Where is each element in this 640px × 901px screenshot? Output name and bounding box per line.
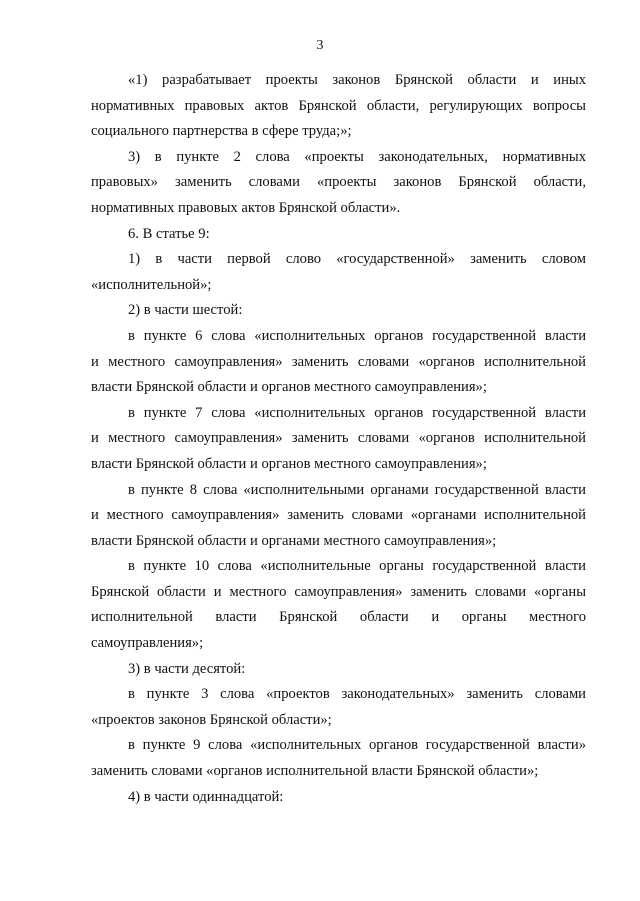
- paragraph-line: самоуправления»;: [91, 635, 204, 652]
- paragraph-line: нормативных правовых актов Брянской области, регулирующих вопросы: [91, 97, 586, 114]
- paragraph: [91, 554, 586, 656]
- paragraph-line: в пункте 7 слова «исполнительных органов государственной власти: [128, 404, 586, 421]
- paragraph-line: и местного самоуправления» заменить словами «органов исполнительной: [91, 353, 586, 370]
- paragraph: [91, 478, 586, 555]
- page-number: 3: [316, 38, 324, 53]
- paragraph-line: в пункте 8 слова «исполнительными органами государственной власти: [128, 481, 586, 498]
- paragraph-line: 1) в части первой слово «государственной» заменить словом: [128, 251, 586, 268]
- paragraph: [91, 324, 586, 401]
- paragraph-line: Брянской области и местного самоуправления» заменить словами «органы: [91, 583, 586, 600]
- paragraph: [91, 222, 586, 248]
- paragraph-line: и местного самоуправления» заменить словами «органов исполнительной: [91, 430, 586, 447]
- paragraph: [91, 68, 586, 145]
- paragraph: [91, 733, 586, 784]
- paragraph-line: 4) в части одиннадцатой:: [128, 788, 284, 805]
- paragraph-line: в пункте 9 слова «исполнительных органов государственной власти»: [128, 737, 586, 754]
- paragraph-line: правовых» заменить словами «проекты законов Брянской области,: [91, 174, 586, 191]
- paragraph: [91, 657, 586, 683]
- document-body: [91, 68, 586, 810]
- paragraph: [91, 298, 586, 324]
- paragraph: [91, 785, 586, 811]
- paragraph-line: «проектов законов Брянской области»;: [91, 711, 332, 728]
- paragraph: [91, 247, 586, 298]
- paragraph-line: «исполнительной»;: [91, 276, 212, 293]
- paragraph: [91, 401, 586, 478]
- paragraph-line: «1) разрабатывает проекты законов Брянской области и иных: [128, 72, 586, 88]
- paragraph-line: заменить словами «органов исполнительной власти Брянской области»;: [91, 763, 539, 780]
- paragraph-line: в пункте 6 слова «исполнительных органов государственной власти: [128, 327, 586, 344]
- paragraph: [91, 145, 586, 222]
- paragraph-line: 6. В статье 9:: [128, 225, 210, 242]
- paragraph-line: власти Брянской области и органами местного самоуправления»;: [91, 532, 497, 549]
- paragraph-line: 3) в части десятой:: [128, 660, 246, 677]
- paragraph-line: власти Брянской области и органов местного самоуправления»;: [91, 455, 487, 472]
- paragraph-line: и местного самоуправления» заменить словами «органами исполнительной: [91, 507, 586, 524]
- paragraph-line: 2) в части шестой:: [128, 302, 243, 319]
- paragraph: [91, 682, 586, 733]
- paragraph-line: власти Брянской области и органов местного самоуправления»;: [91, 379, 487, 396]
- paragraph-line: исполнительной власти Брянской области и органы местного: [91, 609, 586, 626]
- paragraph-line: нормативных правовых актов Брянской области».: [91, 199, 401, 216]
- paragraph-line: социального партнерства в сфере труда;»;: [91, 123, 352, 140]
- paragraph-line: 3) в пункте 2 слова «проекты законодательных, нормативных: [128, 148, 586, 165]
- paragraph-line: в пункте 3 слова «проектов законодательных» заменить словами: [128, 686, 586, 703]
- paragraph-line: в пункте 10 слова «исполнительные органы государственной власти: [128, 558, 586, 575]
